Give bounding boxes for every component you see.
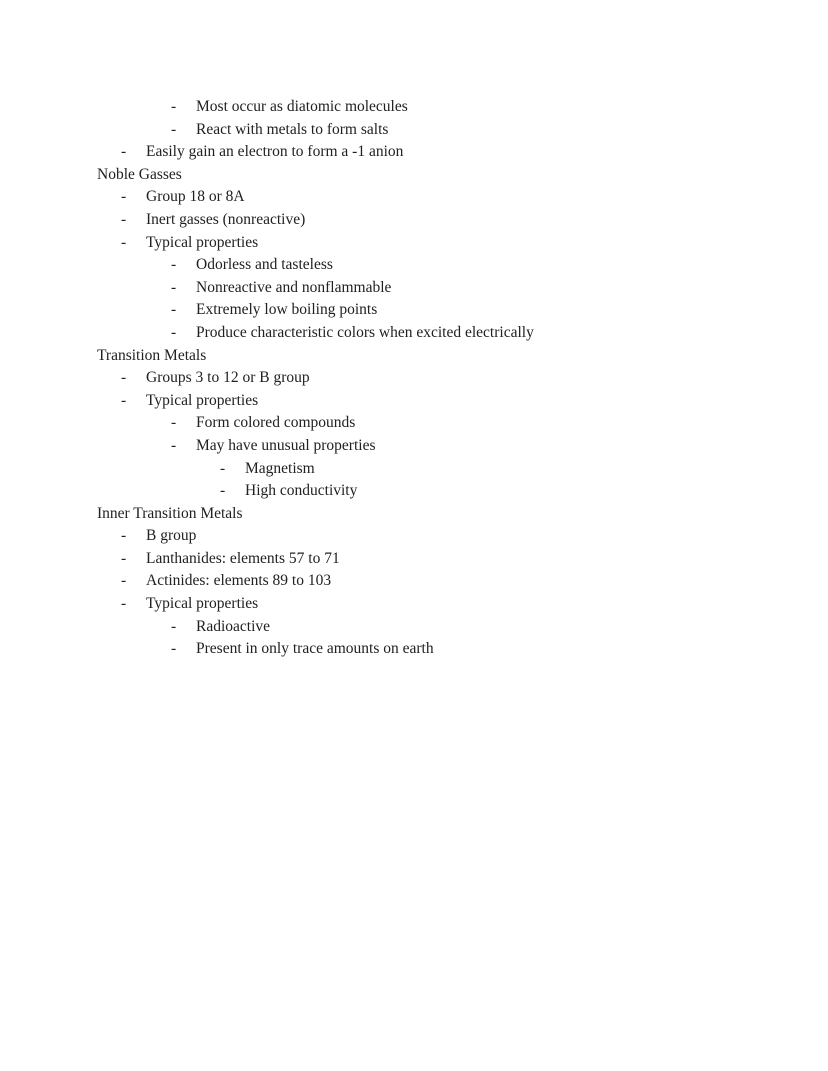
line-text: Present in only trace amounts on earth (196, 640, 434, 658)
bullet-marker: - (121, 527, 127, 545)
line-text: Typical properties (146, 595, 259, 613)
list-item (0, 96, 788, 119)
bullet-marker: - (171, 256, 177, 274)
line-text: Radioactive (196, 617, 271, 635)
bullet-marker: - (121, 572, 127, 590)
bullet-marker: - (171, 98, 177, 115)
line-text: Inert gasses (nonreactive) (146, 210, 306, 228)
bullet-marker: - (121, 143, 127, 161)
list-item (0, 322, 788, 345)
line-text: Inner Transition Metals (97, 504, 243, 522)
line-text: B group (146, 527, 197, 545)
line-text: Extremely low boiling points (196, 301, 378, 319)
list-item (0, 480, 788, 503)
list-item (0, 299, 788, 322)
bullet-marker: - (171, 640, 177, 658)
line-text: Typical properties (146, 233, 259, 251)
line-text: Most occur as diatomic molecules (196, 98, 408, 115)
line-text: Typical properties (146, 391, 259, 409)
line-text: Form colored compounds (196, 414, 356, 432)
bullet-marker: - (220, 459, 226, 477)
document-content (0, 96, 788, 661)
bullet-marker: - (171, 278, 177, 296)
bullet-marker: - (121, 595, 127, 613)
line-text: Group 18 or 8A (146, 188, 245, 206)
bullet-marker: - (121, 549, 127, 567)
bullet-marker: - (171, 436, 177, 454)
bullet-marker: - (171, 301, 177, 319)
line-text: May have unusual properties (196, 436, 376, 454)
line-text: Produce characteristic colors when excited electrically (196, 323, 534, 341)
list-item (0, 593, 788, 616)
line-text: Magnetism (245, 459, 315, 477)
list-item (0, 390, 788, 413)
line-text: Actinides: elements 89 to 103 (146, 572, 332, 590)
outline-heading (0, 503, 788, 526)
bullet-marker: - (121, 233, 127, 251)
bullet-marker: - (171, 323, 177, 341)
line-text: Groups 3 to 12 or B group (146, 369, 310, 387)
list-item (0, 458, 788, 481)
list-item (0, 254, 788, 277)
line-text: Odorless and tasteless (196, 256, 333, 274)
list-item (0, 232, 788, 255)
list-item (0, 548, 788, 571)
bullet-marker: - (171, 414, 177, 432)
list-item (0, 616, 788, 639)
list-item (0, 435, 788, 458)
outline-heading (0, 164, 788, 187)
line-text: High conductivity (245, 482, 358, 500)
outline-heading (0, 345, 788, 368)
list-item (0, 186, 788, 209)
list-item (0, 141, 788, 164)
line-text: React with metals to form salts (196, 120, 389, 138)
list-item (0, 209, 788, 232)
list-item (0, 277, 788, 300)
list-item (0, 525, 788, 548)
bullet-marker: - (171, 120, 177, 138)
line-text: Lanthanides: elements 57 to 71 (146, 549, 340, 567)
list-item (0, 367, 788, 390)
line-text: Easily gain an electron to form a -1 anion (146, 143, 404, 161)
line-text: Transition Metals (97, 346, 207, 364)
line-text: Nonreactive and nonflammable (196, 278, 392, 296)
list-item (0, 570, 788, 593)
bullet-marker: - (121, 369, 127, 387)
bullet-marker: - (121, 391, 127, 409)
bullet-marker: - (121, 210, 127, 228)
list-item (0, 638, 788, 661)
list-item (0, 412, 788, 435)
list-item (0, 119, 788, 142)
bullet-marker: - (220, 482, 226, 500)
bullet-marker: - (171, 617, 177, 635)
bullet-marker: - (121, 188, 127, 206)
line-text: Noble Gasses (97, 165, 182, 183)
